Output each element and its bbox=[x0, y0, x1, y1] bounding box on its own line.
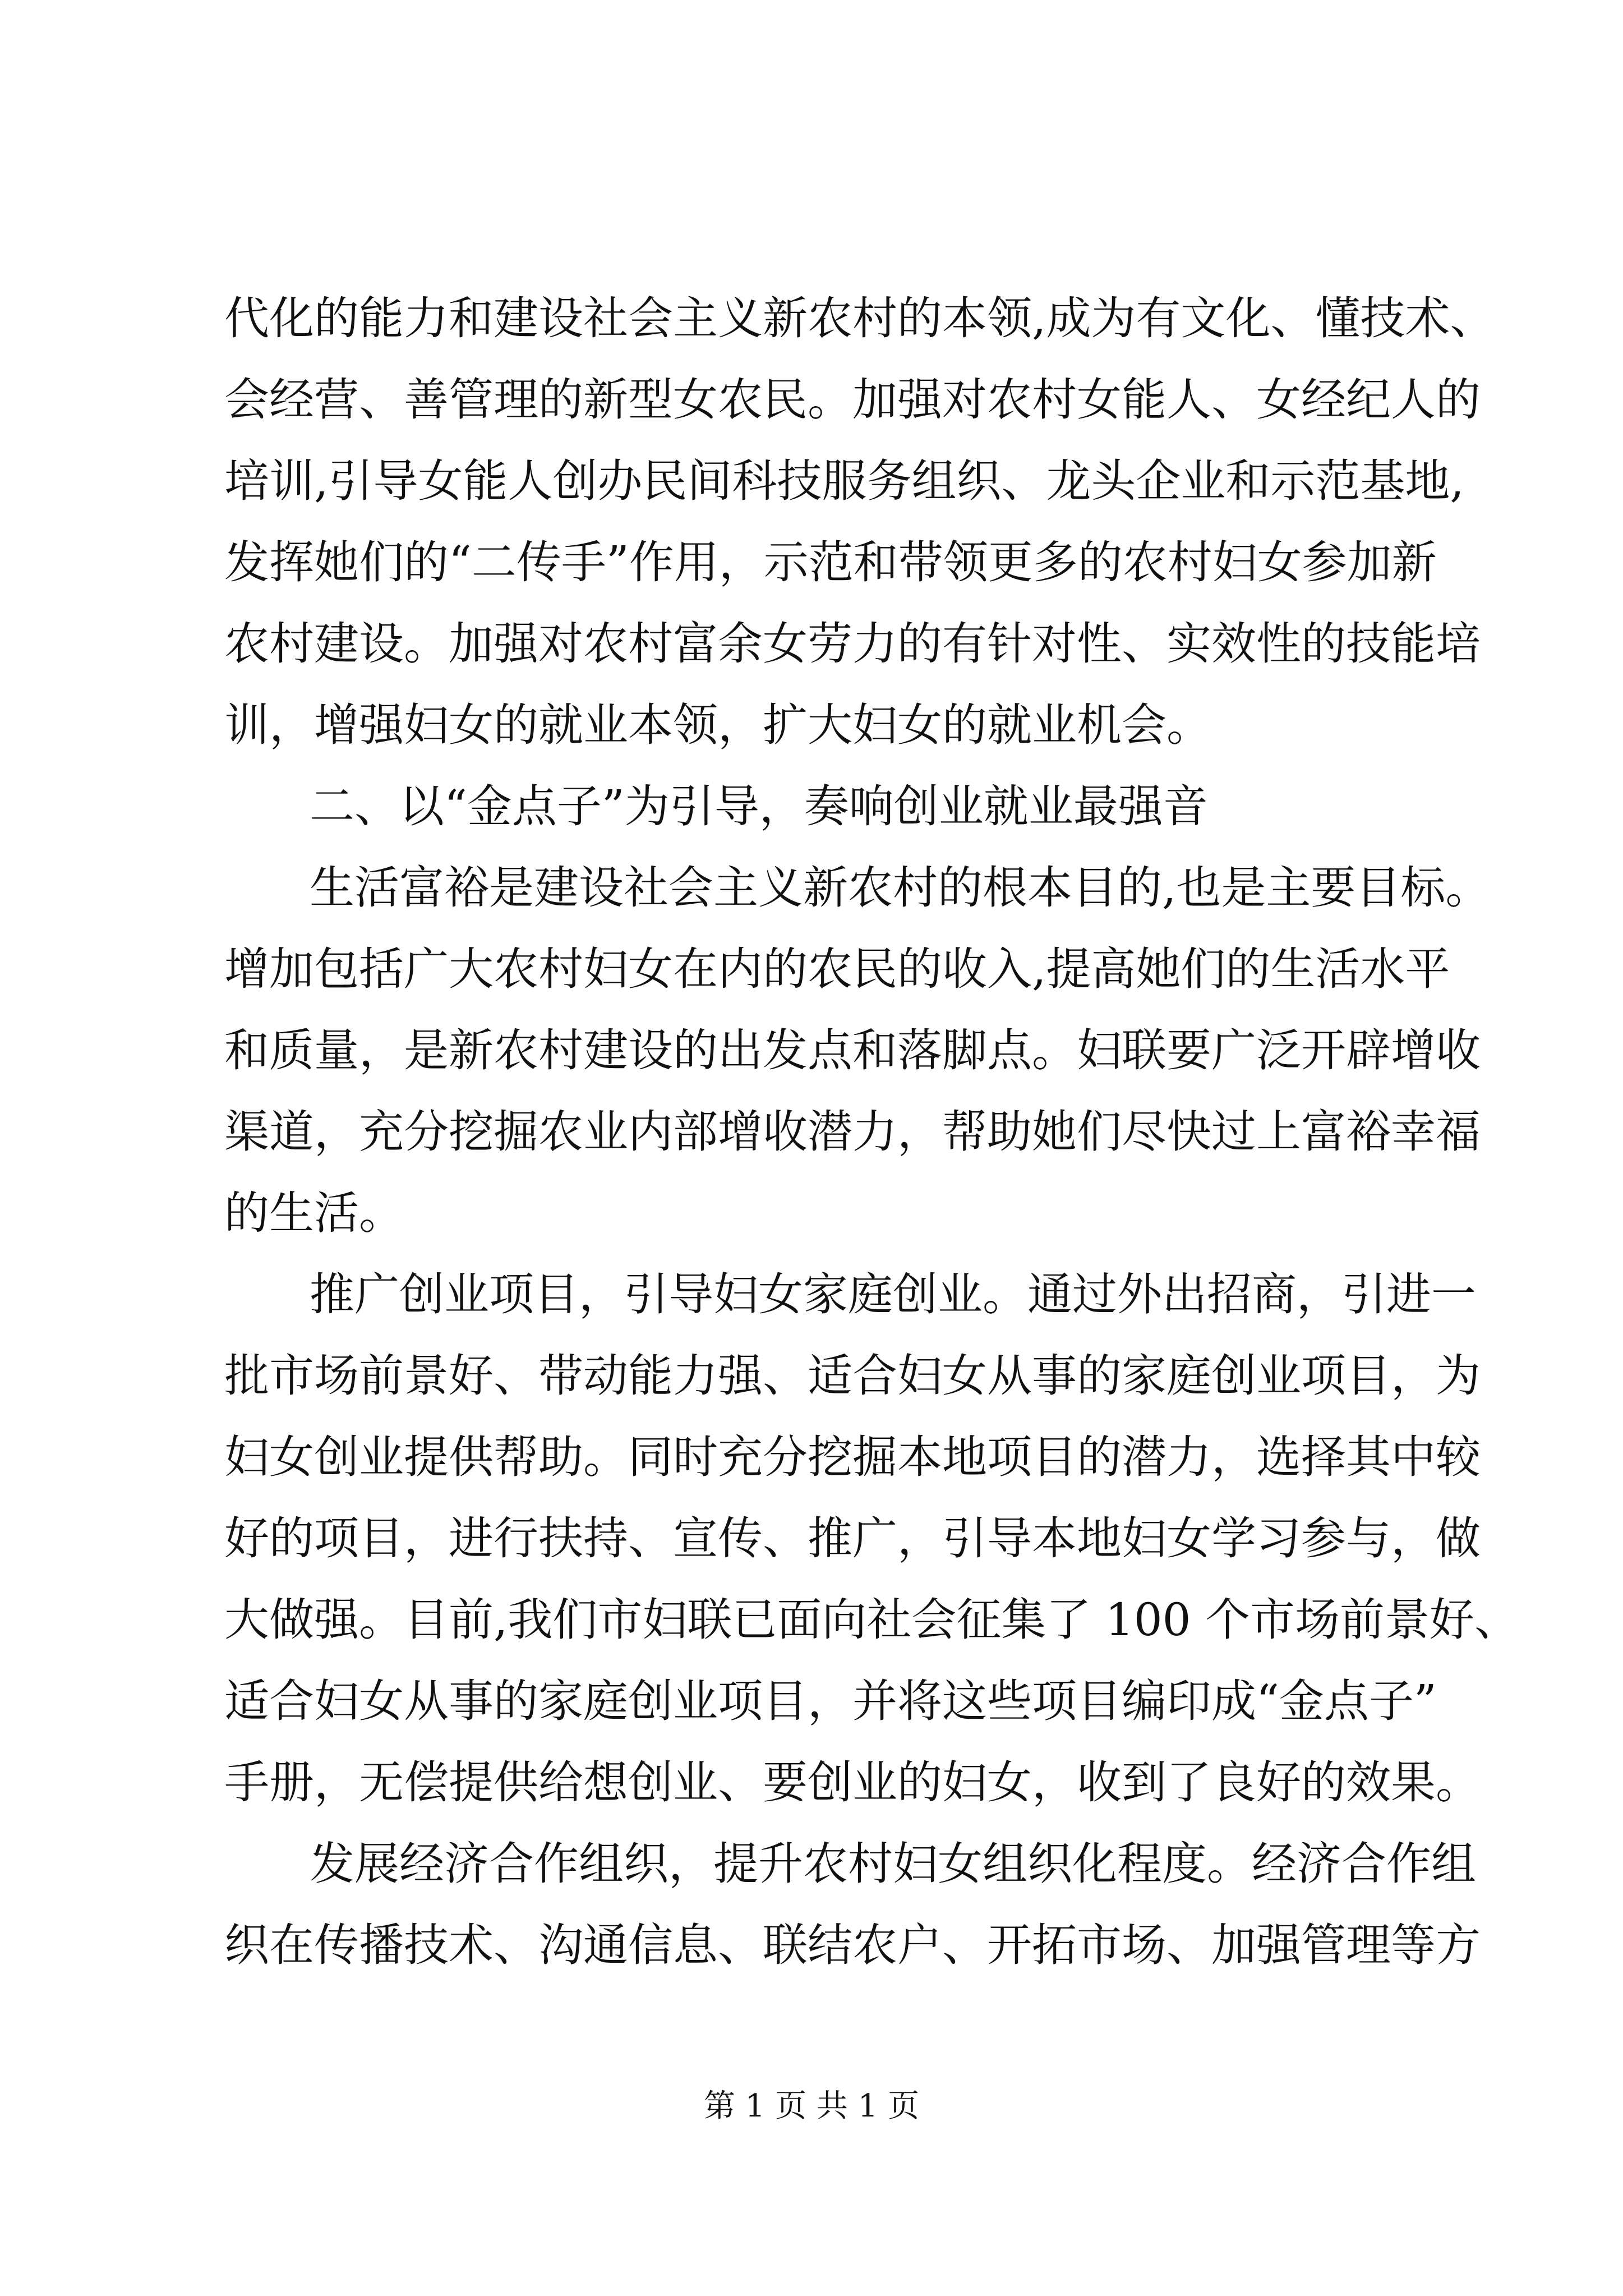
body-line: 农村建设。加强对农村富余女劳力的有针对性、实效性的技能培 bbox=[224, 618, 1481, 670]
body-line: 推广创业项目，引导妇女家庭创业。通过外出招商，引进一 bbox=[310, 1268, 1476, 1320]
body-line: 发展经济合作组织，提升农村妇女组织化程度。经济合作组 bbox=[310, 1838, 1476, 1890]
body-line: 适合妇女从事的家庭创业项目，并将这些项目编印成“金点子” bbox=[224, 1675, 1437, 1727]
body-line: 妇女创业提供帮助。同时充分挖掘本地项目的潜力，选择其中较 bbox=[224, 1431, 1481, 1483]
page-footer: 第 1 页 共 1 页 bbox=[703, 2088, 920, 2124]
body-line: 生活富裕是建设社会主义新农村的根本目的,也是主要目标。 bbox=[310, 862, 1491, 914]
body-line: 代化的能力和建设社会主义新农村的本领,成为有文化、懂技术、 bbox=[224, 292, 1495, 344]
body-line: 的生活。 bbox=[224, 1187, 404, 1239]
body-line: 发挥她们的“二传手”作用，示范和带领更多的农村妇女参加新 bbox=[224, 536, 1437, 588]
body-line: 和质量，是新农村建设的出发点和落脚点。妇联要广泛开辟增收 bbox=[224, 1024, 1481, 1076]
body-line: 好的项目，进行扶持、宣传、推广，引导本地妇女学习参与，做 bbox=[224, 1512, 1481, 1565]
body-line: 增加包括广大农村妇女在内的农民的收入,提高她们的生活水平 bbox=[224, 943, 1450, 995]
body-line: 批市场前景好、带动能力强、适合妇女从事的家庭创业项目，为 bbox=[224, 1350, 1481, 1402]
body-line: 培训,引导女能人创办民间科技服务组织、龙头企业和示范基地, bbox=[224, 455, 1464, 507]
section-heading: 二、以“金点子”为引导，奏响创业就业最强音 bbox=[310, 780, 1208, 832]
body-line: 训，增强妇女的就业本领，扩大妇女的就业机会。 bbox=[224, 699, 1211, 751]
body-line: 手册，无偿提供给想创业、要创业的妇女，收到了良好的效果。 bbox=[224, 1756, 1481, 1809]
body-line: 渠道，充分挖掘农业内部增收潜力，帮助她们尽快过上富裕幸福 bbox=[224, 1106, 1481, 1158]
body-line: 大做强。目前,我们市妇联已面向社会征集了 100 个市场前景好、 bbox=[224, 1594, 1519, 1646]
body-line: 会经营、善管理的新型女农民。加强对农村女能人、女经纪人的 bbox=[224, 374, 1481, 426]
body-line: 织在传播技术、沟通信息、联结农户、开拓市场、加强管理等方 bbox=[224, 1919, 1481, 1971]
